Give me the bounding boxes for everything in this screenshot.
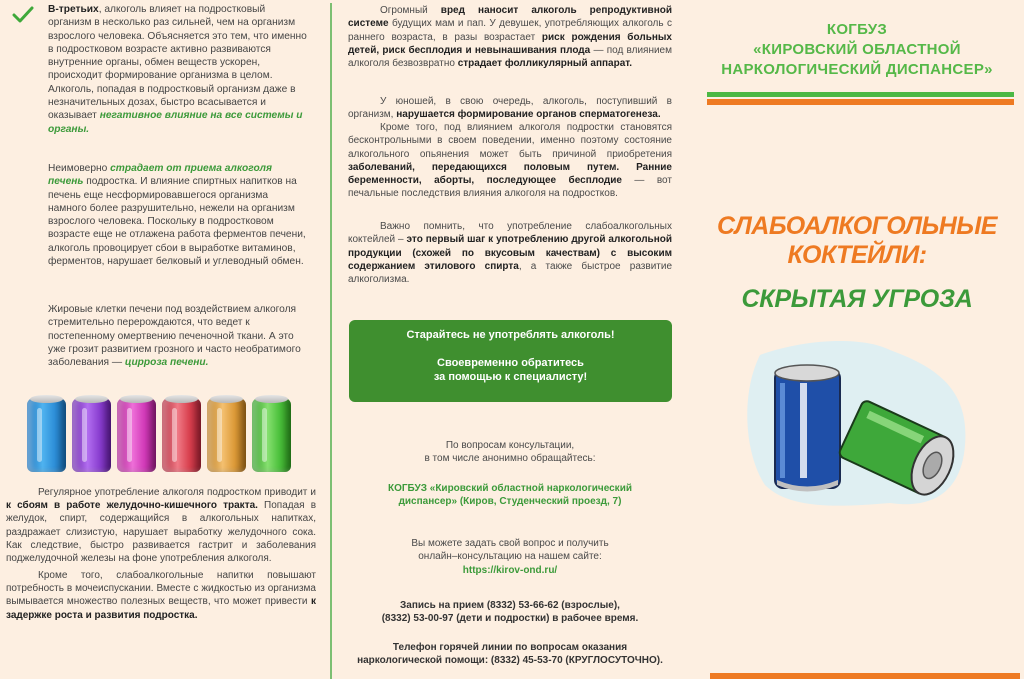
contact-text: в том числе анонимно обращайтесь:	[424, 453, 596, 465]
highlight-text: страдает от приема алкоголя печень	[48, 163, 273, 188]
contact-text: наркологической помощи: (8332) 45-53-70 (КРУГЛОСУТОЧНО).	[357, 655, 663, 667]
body-text: У юношей, в свою очередь, алкоголь, поступивший в организм,	[348, 96, 672, 121]
paragraph-behavior	[348, 121, 672, 201]
brochure-title	[690, 212, 1024, 270]
paragraph-first-step	[348, 220, 672, 286]
contact-text: По вопросам консультации,	[445, 440, 575, 451]
paragraph-young-men	[348, 95, 672, 122]
advice-callout-box	[349, 320, 672, 402]
blue-can-icon	[775, 365, 840, 492]
body-text: Кроме того, под влиянием алкоголя подростки становятся бесконтрольными в своем поведении, именно поэтому состояние алкогольного опьянения может быть причиной приобретения	[348, 122, 672, 160]
brochure-subtitle: СКРЫТАЯ УГРОЗА	[741, 285, 973, 313]
contact-text: Вы можете задать свой вопрос и получить	[411, 538, 609, 549]
body-text: будущих мам и пап. У девушек, употребляющих алкоголь с раннего возраста, в разы возрастает	[348, 18, 672, 43]
bold-text: риск рождения больных детей, риск бесплодия и невынашивания плода	[348, 31, 672, 56]
paragraph-third-point	[48, 3, 308, 136]
callout-line: за помощью к специалисту!	[433, 371, 588, 383]
paragraph-digestive	[6, 486, 316, 565]
body-text: Попадая в желудок, спирт, содержащийся в алкогольных напитках, раздражает слизистую, нарушает выработку желудочного сока. Как следствие, быстро развивается гастрит и заболевания поджелудочной железы на фоне употребления алкоголя.	[6, 500, 317, 565]
online-consultation	[340, 537, 680, 577]
red-can-image	[162, 398, 201, 472]
column-divider	[330, 3, 332, 679]
body-text: подростка. И влияние спиртных напитков на печень еще несформировавшегося организма намного более разрушительно, нежели на организм взрослого человека. Поскольку в подростковом возрасте еще не отлажена работа ферментов печени, алкоголь провоцирует сбои в выработке витаминов, ферментов, нарушает белковый и углеводный обмен.	[48, 176, 306, 268]
org-title-line: КОГБУЗ	[826, 21, 888, 38]
two-cans-illustration	[740, 335, 980, 510]
title-line: КОКТЕЙЛИ:	[787, 241, 927, 269]
body-text: — вот печальные последствия влияния алкоголя на подростков.	[348, 175, 672, 200]
bold-text: это первый шаг к употреблению другой алкогольной продукции (схожей по вкусовым качествам) с высоким содержанием этилового спирта	[348, 234, 672, 272]
body-text: Жировые клетки печени под воздействием алкоголя стремительно перерождаются, что ведет к постепенному омертвению печеночной ткани. А это уже грозит развитием грозного и часто необратимого заболевания —	[48, 304, 301, 369]
orange-can-image	[207, 398, 246, 472]
callout-line: Своевременно обратитесь	[437, 357, 584, 369]
title-line: СЛАБОАЛКОГОЛЬНЫЕ	[717, 212, 997, 240]
paragraph-liver	[48, 162, 308, 268]
paragraph-growth	[6, 569, 316, 622]
body-text: , алкоголь влияет на подростковый организм в несколько раз сильней, чем на организм взрослого человека. Объясняется это тем, что именно в подростковом возрасте активно развиваются внутренние органы, обмен веществ ускорен, происходит формирование организма в целом. Алкоголь, попадая в подростковый организм даже в незначительных дозах, быстро всасывается и оказывает	[48, 4, 307, 122]
organization-address	[340, 482, 680, 509]
body-text: Неимоверно	[48, 163, 111, 174]
website-link[interactable]: https://kirov-ond.ru/	[462, 564, 558, 576]
bottom-orange-stripe	[710, 673, 1020, 679]
colored-cans-illustration	[27, 398, 297, 476]
paragraph-cirrhosis	[48, 303, 308, 369]
org-title-line: «КИРОВСКИЙ ОБЛАСТНОЙ	[753, 41, 961, 58]
lead-bold-text: В-третьих	[48, 4, 99, 15]
consultation-intro	[340, 439, 680, 466]
contact-text: онлайн–консультацию на нашем сайте:	[418, 551, 602, 563]
green-can-image	[252, 398, 291, 472]
bold-text: к задержке роста и развития подростка.	[6, 596, 316, 621]
bold-text: к сбоям в работе желудочно-кишечного тракта.	[6, 500, 258, 512]
bold-text: страдает фолликулярный аппарат.	[457, 58, 633, 70]
highlight-text: цирроза печени.	[124, 357, 209, 369]
hotline-phone	[340, 641, 680, 668]
contact-text: Телефон горячей линии по вопросам оказания	[392, 642, 628, 653]
body-text: Огромный	[380, 5, 441, 16]
body-text: — под влиянием алкоголя безвозвратно	[348, 44, 672, 70]
body-text: , а также быстрое развитие алкоголизма.	[348, 260, 673, 286]
purple-can-image	[72, 398, 111, 472]
paragraph-reproductive	[348, 4, 672, 70]
green-stripe	[707, 92, 1014, 97]
contact-text: КОГБУЗ «Кировский областной наркологический	[388, 483, 632, 494]
cover-panel	[690, 0, 1024, 679]
organization-title	[690, 20, 1024, 80]
contact-text: Запись на прием (8332) 53-66-62 (взрослые),	[400, 600, 620, 611]
orange-stripe	[707, 99, 1014, 105]
left-panel	[0, 0, 331, 679]
bold-text: нарушается формирование органов сперматогенеза.	[396, 109, 661, 121]
bold-text: заболеваний, передающихся половым путем. Ранние беременности, аборты, последующее бесплодие	[348, 161, 672, 187]
checkmark-icon	[12, 6, 34, 24]
blue-can-image	[27, 398, 66, 472]
body-text: Регулярное употребление алкоголя подростком приводит и	[38, 487, 316, 498]
middle-panel	[340, 0, 680, 679]
appointment-phones	[340, 599, 680, 626]
bold-text: вред наносит алкоголь репродуктивной системе	[348, 5, 672, 30]
body-text: Важно помнить, что употребление слабоалкогольных коктейлей –	[348, 221, 672, 246]
body-text: Кроме того, слабоалкогольные напитки повышают потребность в мочеиспускании. Вместе с жидкостью из организма вымывается множество полезных веществ, что может привести	[6, 570, 316, 608]
contact-text: (8332) 53-00-97 (дети и подростки) в рабочее время.	[381, 613, 639, 625]
highlight-text: негативное влияние на все системы и органы.	[48, 110, 303, 135]
magenta-can-image	[117, 398, 156, 472]
org-title-line: НАРКОЛОГИЧЕСКИЙ ДИСПАНСЕР»	[721, 61, 993, 78]
callout-line: Старайтесь не употреблять алкоголь!	[406, 329, 615, 341]
contact-text: диспансер» (Киров, Студенческий проезд, 7)	[398, 496, 622, 508]
